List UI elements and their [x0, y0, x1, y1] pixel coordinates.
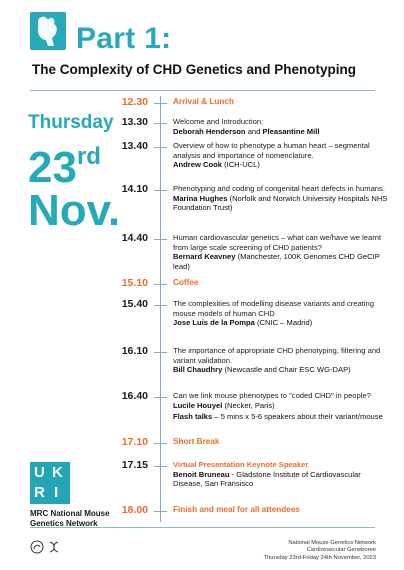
footer-icons [30, 540, 61, 557]
footer-line-2: Cardiovascular Geneboree [306, 547, 376, 554]
date-block [28, 112, 120, 233]
event-description: Can we link mouse phenotypes to "coded CHD" in people? [173, 391, 371, 400]
mouse-icon [30, 543, 47, 557]
event-time: 16.40 [121, 390, 148, 402]
event-speaker [173, 252, 388, 271]
speaker-name: Jose Luis de la Pompa [173, 318, 255, 328]
event-description: Overview of how to phenotype a human heart – segmental analysis and importance of nomenclature. [173, 141, 370, 160]
footer-line-1: National Mouse Genetics Network [288, 540, 376, 546]
flash-talks-detail: – 5 mins x 5-6 speakers about their variant/mouse [212, 412, 383, 422]
speaker-affiliation: - Gladstone Institute of Cardiovascular Disease, San Fransisco [173, 469, 361, 489]
sponsor-label: MRC National Mouse Genetics Network [30, 509, 110, 528]
mouse-silhouette-icon [30, 12, 66, 50]
date-day: Thursday [28, 112, 114, 133]
footer-line-3: Thursday 23rd-Friday 24th November, 2023 [263, 554, 376, 561]
footer-text [264, 540, 376, 562]
speaker-affiliation: (CNIC – Madrid) [254, 318, 313, 328]
timeline-tick [154, 103, 167, 104]
event-body [173, 141, 388, 170]
event-description: Finish and meal for all attendees [173, 505, 300, 514]
event-body [173, 97, 388, 107]
speaker-name: Deborah Henderson [173, 126, 246, 136]
event-description: Human cardiovascular genetics – what can we/have we learnt from large scale screening of CHD patients? [173, 233, 382, 252]
ukri-logo [30, 462, 70, 504]
timeline-tick [154, 352, 167, 353]
event-description: Coffee [173, 278, 199, 287]
event-body [173, 460, 388, 489]
timeline-tick [154, 190, 167, 191]
event-body [173, 346, 388, 375]
event-time: 18.00 [121, 504, 148, 516]
event-speaker [173, 194, 388, 213]
timeline-tick [154, 123, 167, 124]
speaker-name: Benoit Bruneau [173, 469, 230, 479]
event-body [173, 184, 388, 213]
timeline-tick [154, 397, 167, 398]
event-speaker [173, 401, 388, 411]
header-divider [30, 90, 375, 91]
speaker-affiliation: (Norfolk and Norwich University Hospitals NHS Foundation Trust) [173, 193, 388, 213]
event-description: Arrival & Lunch [173, 97, 234, 106]
event-speaker [173, 160, 388, 170]
event-time: 13.40 [121, 140, 148, 152]
speaker-name: Bernard Keavney [173, 252, 236, 262]
event-body [173, 437, 388, 447]
speaker-affiliation: (Necker, Paris) [222, 400, 275, 410]
speaker-name: Lucile Houyel [173, 400, 223, 410]
event-speaker [173, 470, 388, 489]
event-description: Virtual Presentation Keynote Speaker [173, 460, 309, 469]
timeline-tick [154, 239, 167, 240]
event-time: 15.10 [121, 277, 148, 289]
event-speaker [173, 365, 388, 375]
timeline-line [160, 96, 161, 522]
event-body [173, 278, 388, 288]
page-subtitle: The Complexity of CHD Genetics and Phenotyping [32, 62, 357, 77]
timeline-tick [154, 305, 167, 306]
event-time: 12.30 [121, 96, 148, 108]
gene-icon [47, 543, 61, 557]
flash-talks-label: Flash talks [173, 412, 213, 422]
part-title: Part 1: [76, 22, 172, 55]
speaker-affiliation: (Newcastle and Chair ESC WG-DAP) [222, 365, 351, 375]
event-time: 17.10 [121, 436, 148, 448]
date-number: 23rd [28, 143, 101, 192]
flash-talks-note [173, 412, 388, 422]
event-time: 14.40 [121, 232, 148, 244]
event-body [173, 233, 388, 271]
speaker-name: Bill Chaudhry [173, 365, 223, 375]
event-body [173, 505, 388, 515]
event-time: 13.30 [121, 116, 148, 128]
event-description: The importance of appropriate CHD phenotyping, filtering and variant validation. [173, 346, 381, 365]
speaker-join: and [245, 126, 263, 136]
timeline-tick [154, 466, 167, 467]
timeline-tick [154, 511, 167, 512]
speaker-name: Pleasantine Mill [262, 126, 320, 136]
event-speaker [173, 127, 388, 137]
event-body [173, 391, 388, 422]
ukri-letter: U [34, 464, 45, 481]
ukri-letter: I [54, 484, 59, 501]
ukri-letter: R [34, 484, 45, 501]
event-speaker [173, 318, 388, 328]
event-description: Phenotyping and coding of congenital heart defects in humans. [173, 184, 385, 193]
event-time: 14.10 [121, 183, 148, 195]
speaker-affiliation: (ICH-UCL) [221, 160, 260, 170]
event-time: 17.15 [121, 459, 148, 471]
timeline-tick [154, 443, 167, 444]
event-time: 15.40 [121, 298, 148, 310]
timeline-tick [154, 284, 167, 285]
event-time: 16.10 [121, 345, 148, 357]
event-description: The complexities of modelling disease variants and creating mouse models of human CHD [173, 299, 374, 318]
ukri-letter: K [52, 464, 63, 481]
event-body [173, 299, 388, 328]
speaker-affiliation: (Manchester, 100K Genomes CHD GeCIP lead) [173, 252, 380, 271]
event-description: Welcome and Introduction: [173, 117, 264, 126]
timeline-tick [154, 147, 167, 148]
date-month: Nov. [28, 186, 121, 235]
event-body [173, 117, 388, 136]
speaker-name: Marina Hughes [173, 193, 228, 203]
event-description: Short Break [173, 437, 220, 446]
speaker-name: Andrew Cook [173, 160, 222, 170]
